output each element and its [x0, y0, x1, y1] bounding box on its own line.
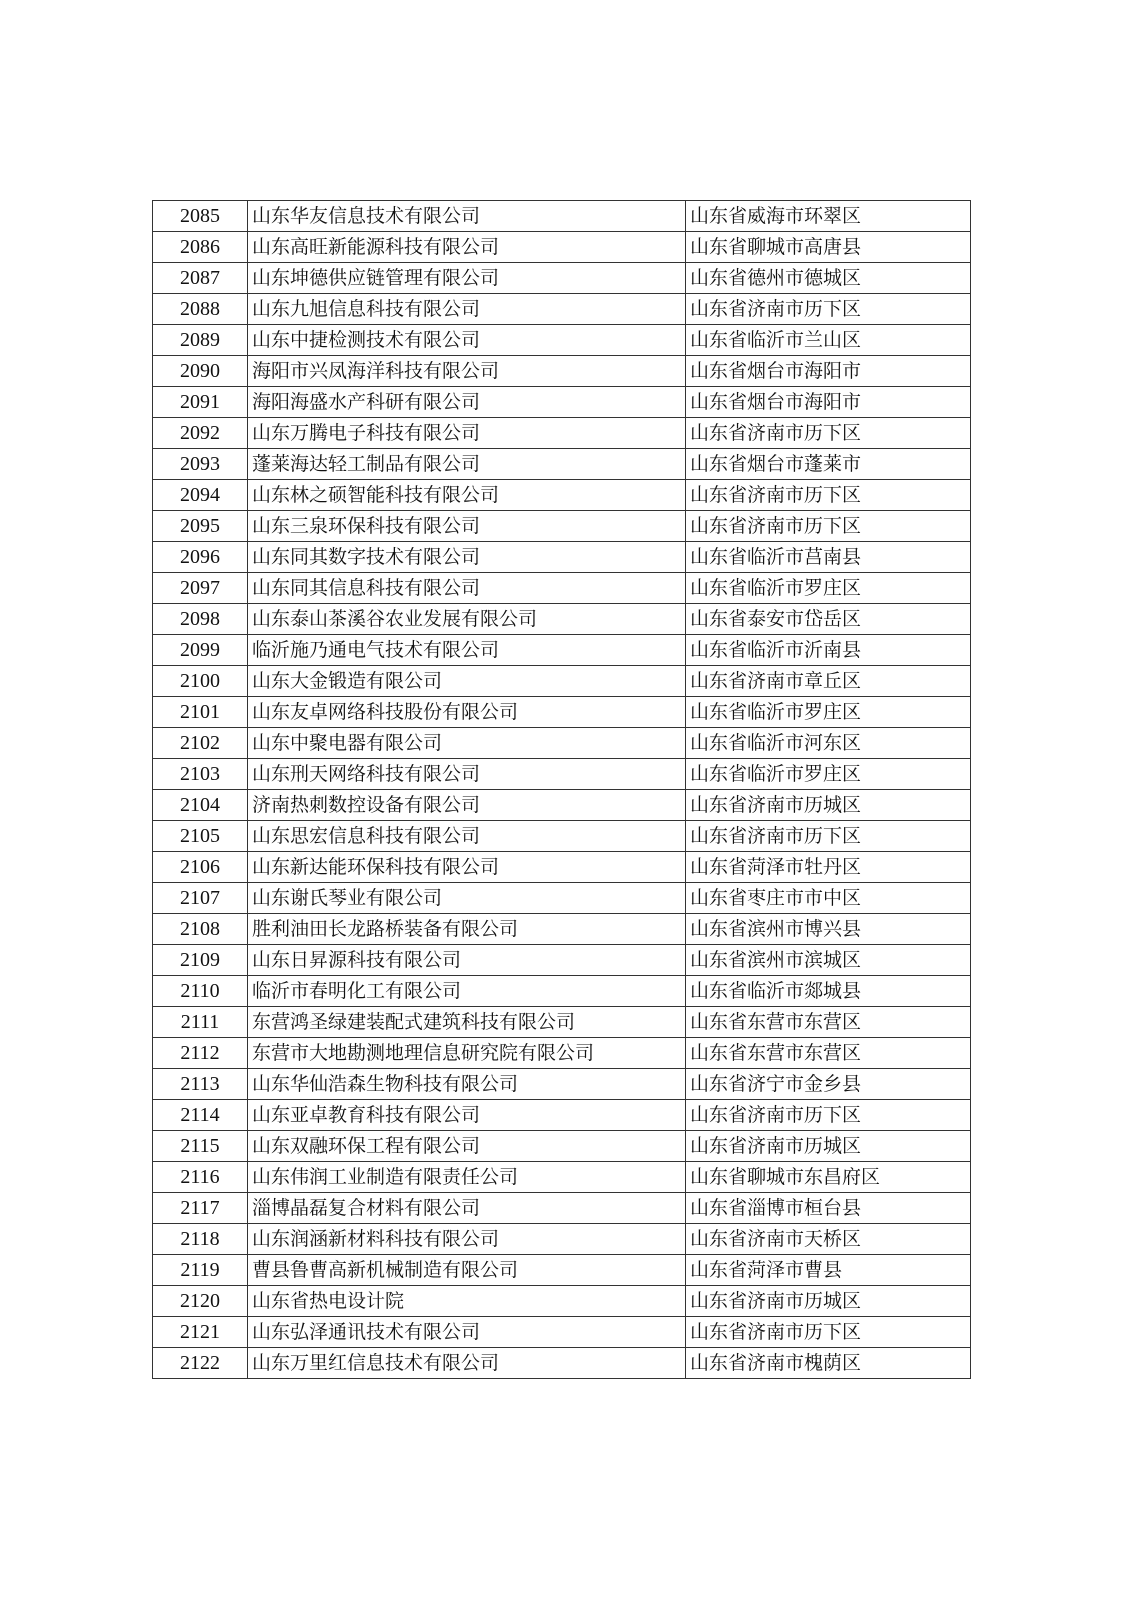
- address-cell: 山东省淄博市桓台县: [686, 1193, 971, 1224]
- row-number-cell: 2104: [153, 790, 248, 821]
- company-name-cell: 山东万腾电子科技有限公司: [248, 418, 686, 449]
- row-number-cell: 2112: [153, 1038, 248, 1069]
- row-number-cell: 2118: [153, 1224, 248, 1255]
- company-name-cell: 山东省热电设计院: [248, 1286, 686, 1317]
- table-body: [153, 201, 971, 1379]
- row-number-cell: 2103: [153, 759, 248, 790]
- address-cell: 山东省聊城市高唐县: [686, 232, 971, 263]
- table-row: [153, 697, 971, 728]
- row-number-cell: 2095: [153, 511, 248, 542]
- address-cell: 山东省菏泽市牡丹区: [686, 852, 971, 883]
- company-name-cell: 蓬莱海达轻工制品有限公司: [248, 449, 686, 480]
- document-page: [152, 200, 970, 1379]
- address-cell: 山东省济南市历下区: [686, 511, 971, 542]
- address-cell: 山东省济南市历城区: [686, 1131, 971, 1162]
- row-number-cell: 2099: [153, 635, 248, 666]
- table-row: [153, 1162, 971, 1193]
- row-number-cell: 2096: [153, 542, 248, 573]
- address-cell: 山东省临沂市郯城县: [686, 976, 971, 1007]
- company-name-cell: 山东亚卓教育科技有限公司: [248, 1100, 686, 1131]
- address-cell: 山东省滨州市滨城区: [686, 945, 971, 976]
- row-number-cell: 2091: [153, 387, 248, 418]
- address-cell: 山东省济南市天桥区: [686, 1224, 971, 1255]
- address-cell: 山东省聊城市东昌府区: [686, 1162, 971, 1193]
- address-cell: 山东省烟台市海阳市: [686, 387, 971, 418]
- row-number-cell: 2109: [153, 945, 248, 976]
- company-name-cell: 曹县鲁曹高新机械制造有限公司: [248, 1255, 686, 1286]
- company-name-cell: 胜利油田长龙路桥装备有限公司: [248, 914, 686, 945]
- company-name-cell: 山东三泉环保科技有限公司: [248, 511, 686, 542]
- address-cell: 山东省烟台市海阳市: [686, 356, 971, 387]
- address-cell: 山东省临沂市罗庄区: [686, 697, 971, 728]
- row-number-cell: 2115: [153, 1131, 248, 1162]
- row-number-cell: 2093: [153, 449, 248, 480]
- address-cell: 山东省济南市槐荫区: [686, 1348, 971, 1379]
- company-name-cell: 山东中捷检测技术有限公司: [248, 325, 686, 356]
- row-number-cell: 2108: [153, 914, 248, 945]
- company-name-cell: 山东弘泽通讯技术有限公司: [248, 1317, 686, 1348]
- company-name-cell: 山东大金锻造有限公司: [248, 666, 686, 697]
- address-cell: 山东省临沂市莒南县: [686, 542, 971, 573]
- company-name-cell: 济南热刺数控设备有限公司: [248, 790, 686, 821]
- table-row: [153, 1348, 971, 1379]
- row-number-cell: 2114: [153, 1100, 248, 1131]
- row-number-cell: 2097: [153, 573, 248, 604]
- table-row: [153, 1317, 971, 1348]
- table-row: [153, 635, 971, 666]
- table-row: [153, 480, 971, 511]
- table-row: [153, 883, 971, 914]
- table-row: [153, 1100, 971, 1131]
- row-number-cell: 2117: [153, 1193, 248, 1224]
- address-cell: 山东省济南市历城区: [686, 790, 971, 821]
- company-name-cell: 山东双融环保工程有限公司: [248, 1131, 686, 1162]
- address-cell: 山东省济南市章丘区: [686, 666, 971, 697]
- address-cell: 山东省临沂市罗庄区: [686, 573, 971, 604]
- address-cell: 山东省德州市德城区: [686, 263, 971, 294]
- address-cell: 山东省济南市历下区: [686, 1100, 971, 1131]
- address-cell: 山东省菏泽市曹县: [686, 1255, 971, 1286]
- address-cell: 山东省滨州市博兴县: [686, 914, 971, 945]
- table-row: [153, 542, 971, 573]
- address-cell: 山东省临沂市兰山区: [686, 325, 971, 356]
- table-row: [153, 294, 971, 325]
- table-row: [153, 449, 971, 480]
- row-number-cell: 2121: [153, 1317, 248, 1348]
- company-name-cell: 山东坤德供应链管理有限公司: [248, 263, 686, 294]
- address-cell: 山东省东营市东营区: [686, 1038, 971, 1069]
- row-number-cell: 2088: [153, 294, 248, 325]
- row-number-cell: 2122: [153, 1348, 248, 1379]
- address-cell: 山东省枣庄市市中区: [686, 883, 971, 914]
- row-number-cell: 2111: [153, 1007, 248, 1038]
- table-row: [153, 945, 971, 976]
- company-name-cell: 淄博晶磊复合材料有限公司: [248, 1193, 686, 1224]
- table-row: [153, 728, 971, 759]
- row-number-cell: 2107: [153, 883, 248, 914]
- table-row: [153, 976, 971, 1007]
- company-name-cell: 山东华友信息技术有限公司: [248, 201, 686, 232]
- table-row: [153, 1255, 971, 1286]
- row-number-cell: 2101: [153, 697, 248, 728]
- row-number-cell: 2102: [153, 728, 248, 759]
- row-number-cell: 2113: [153, 1069, 248, 1100]
- company-name-cell: 山东新达能环保科技有限公司: [248, 852, 686, 883]
- address-cell: 山东省威海市环翠区: [686, 201, 971, 232]
- table-row: [153, 1224, 971, 1255]
- address-cell: 山东省济南市历下区: [686, 480, 971, 511]
- table-row: [153, 1131, 971, 1162]
- table-row: [153, 511, 971, 542]
- company-name-cell: 山东林之硕智能科技有限公司: [248, 480, 686, 511]
- table-row: [153, 573, 971, 604]
- address-cell: 山东省济宁市金乡县: [686, 1069, 971, 1100]
- company-name-cell: 山东日昇源科技有限公司: [248, 945, 686, 976]
- company-name-cell: 临沂施乃通电气技术有限公司: [248, 635, 686, 666]
- company-name-cell: 山东同其信息科技有限公司: [248, 573, 686, 604]
- row-number-cell: 2086: [153, 232, 248, 263]
- address-cell: 山东省东营市东营区: [686, 1007, 971, 1038]
- row-number-cell: 2094: [153, 480, 248, 511]
- row-number-cell: 2089: [153, 325, 248, 356]
- table-row: [153, 666, 971, 697]
- row-number-cell: 2098: [153, 604, 248, 635]
- row-number-cell: 2116: [153, 1162, 248, 1193]
- company-name-cell: 山东华仙浩森生物科技有限公司: [248, 1069, 686, 1100]
- row-number-cell: 2106: [153, 852, 248, 883]
- row-number-cell: 2087: [153, 263, 248, 294]
- company-name-cell: 东营市大地勘测地理信息研究院有限公司: [248, 1038, 686, 1069]
- table-row: [153, 387, 971, 418]
- company-name-cell: 山东万里红信息技术有限公司: [248, 1348, 686, 1379]
- row-number-cell: 2110: [153, 976, 248, 1007]
- table-row: [153, 201, 971, 232]
- address-cell: 山东省济南市历下区: [686, 821, 971, 852]
- table-row: [153, 1286, 971, 1317]
- row-number-cell: 2120: [153, 1286, 248, 1317]
- company-name-cell: 东营鸿圣绿建装配式建筑科技有限公司: [248, 1007, 686, 1038]
- address-cell: 山东省济南市历城区: [686, 1286, 971, 1317]
- table-row: [153, 852, 971, 883]
- company-name-cell: 山东泰山茶溪谷农业发展有限公司: [248, 604, 686, 635]
- company-name-cell: 山东润涵新材料科技有限公司: [248, 1224, 686, 1255]
- company-name-cell: 海阳海盛水产科研有限公司: [248, 387, 686, 418]
- row-number-cell: 2100: [153, 666, 248, 697]
- table-row: [153, 356, 971, 387]
- company-name-cell: 山东中聚电器有限公司: [248, 728, 686, 759]
- table-row: [153, 821, 971, 852]
- table-row: [153, 1038, 971, 1069]
- table-row: [153, 325, 971, 356]
- company-name-cell: 山东伟润工业制造有限责任公司: [248, 1162, 686, 1193]
- company-name-cell: 山东同其数字技术有限公司: [248, 542, 686, 573]
- table-row: [153, 418, 971, 449]
- table-row: [153, 1007, 971, 1038]
- table-row: [153, 1069, 971, 1100]
- company-name-cell: 山东高旺新能源科技有限公司: [248, 232, 686, 263]
- company-name-cell: 山东谢氏琴业有限公司: [248, 883, 686, 914]
- table-row: [153, 232, 971, 263]
- company-table: [152, 200, 971, 1379]
- table-row: [153, 1193, 971, 1224]
- address-cell: 山东省泰安市岱岳区: [686, 604, 971, 635]
- table-row: [153, 914, 971, 945]
- address-cell: 山东省济南市历下区: [686, 294, 971, 325]
- address-cell: 山东省临沂市河东区: [686, 728, 971, 759]
- row-number-cell: 2090: [153, 356, 248, 387]
- table-row: [153, 790, 971, 821]
- table-row: [153, 604, 971, 635]
- company-name-cell: 山东刑天网络科技有限公司: [248, 759, 686, 790]
- row-number-cell: 2105: [153, 821, 248, 852]
- table-row: [153, 263, 971, 294]
- row-number-cell: 2119: [153, 1255, 248, 1286]
- address-cell: 山东省济南市历下区: [686, 1317, 971, 1348]
- address-cell: 山东省烟台市蓬莱市: [686, 449, 971, 480]
- address-cell: 山东省济南市历下区: [686, 418, 971, 449]
- company-name-cell: 山东九旭信息科技有限公司: [248, 294, 686, 325]
- address-cell: 山东省临沂市沂南县: [686, 635, 971, 666]
- company-name-cell: 山东友卓网络科技股份有限公司: [248, 697, 686, 728]
- row-number-cell: 2092: [153, 418, 248, 449]
- address-cell: 山东省临沂市罗庄区: [686, 759, 971, 790]
- company-name-cell: 海阳市兴凤海洋科技有限公司: [248, 356, 686, 387]
- row-number-cell: 2085: [153, 201, 248, 232]
- company-name-cell: 山东思宏信息科技有限公司: [248, 821, 686, 852]
- table-row: [153, 759, 971, 790]
- company-name-cell: 临沂市春明化工有限公司: [248, 976, 686, 1007]
